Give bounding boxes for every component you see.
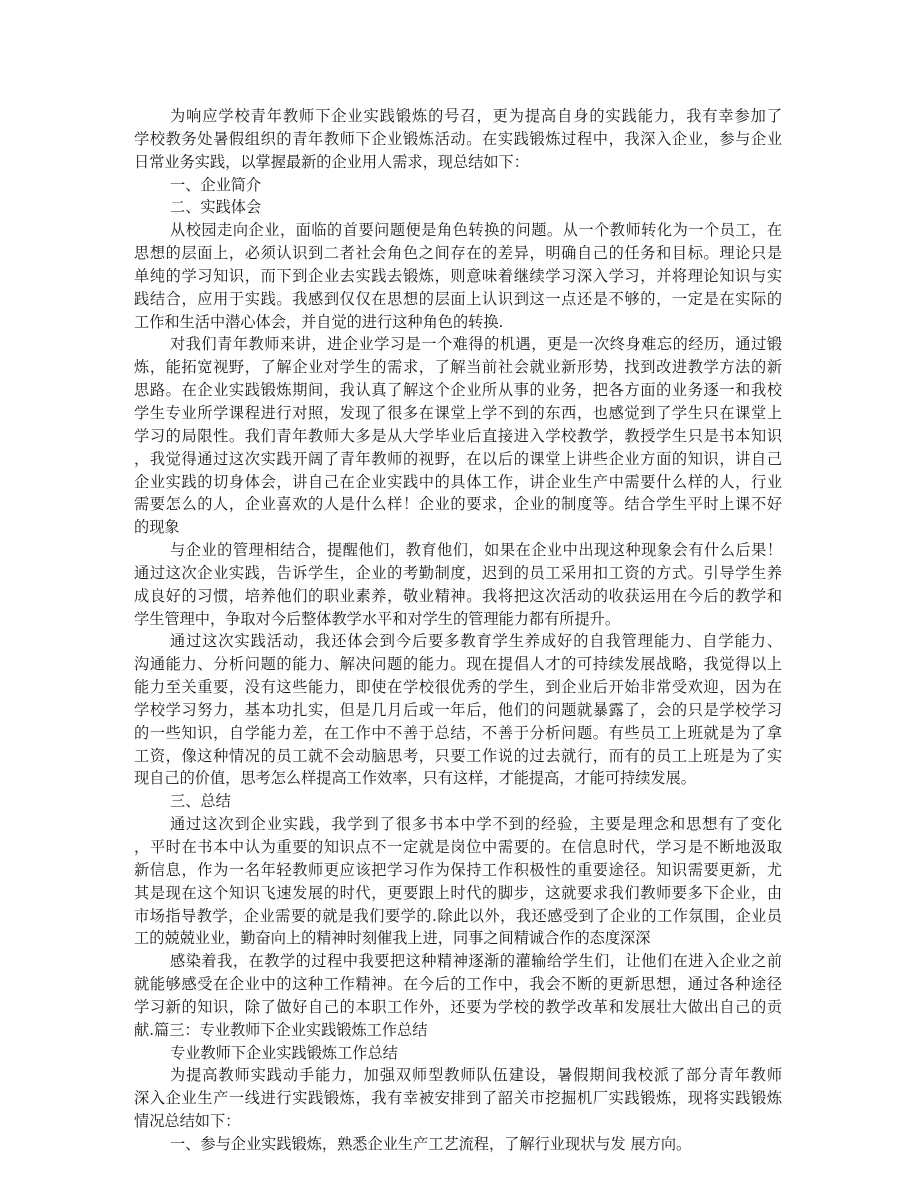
text-line: 从校园走向企业，面临的首要问题便是角色转换的问题。从一个教师转化为一个员工，在 — [170, 221, 782, 240]
text-line: 工的兢兢业业，勤奋向上的精神时刻催我上进，同事之间精诚合作的态度深深 — [134, 929, 651, 948]
text-line: 学校教务处暑假组织的青年教师下企业锻炼活动。在实践锻炼过程中，我深入企业，参与企业 — [134, 129, 782, 148]
text-line: 一、企业简介 — [170, 175, 262, 194]
text-line: 通过这次企业实践，告诉学生，企业的考勤制度，迟到的员工采用扣工资的方式。引导学生养 — [134, 563, 782, 582]
text-line: 沟通能力、分析问题的能力、解决问题的能力。现在提倡人才的可持续发展战略，我觉得以上 — [134, 655, 782, 674]
text-line: 对我们青年教师来讲，进企业学习是一个难得的机遇，更是一次终身难忘的经历，通过锻 — [170, 335, 782, 354]
text-line: 思想的层面上，必须认识到二者社会角色之间存在的差异，明确自己的任务和目标。理论只是 — [134, 244, 782, 263]
text-line: 三、总结 — [170, 792, 231, 811]
text-line: 其是现在这个知识飞速发展的时代，更要跟上时代的脚步，这就要求我们教师要多下企业，由 — [134, 883, 782, 902]
text-line: 新信息，作为一名年轻教师更应该把学习作为保持工作积极性的重要途径。知识需要更新，尤 — [134, 860, 782, 879]
text-line: 为提高教师实践动手能力，加强双师型教师队伍建设，暑假期间我校派了部分青年教师 — [170, 1066, 782, 1085]
text-line: 思路。在企业实践锻炼期间，我认真了解这个企业所从事的业务，把各方面的业务逐一和我校 — [134, 381, 782, 400]
text-line: 与企业的管理相结合，提醒他们，教育他们，如果在企业中出现这种现象会有什么后果！ — [170, 541, 782, 560]
text-line: 二、实践体会 — [170, 198, 262, 217]
text-line: 情况总结如下： — [134, 1112, 241, 1131]
text-line: 专业教师下企业实践锻炼工作总结 — [170, 1043, 398, 1062]
text-line: 现自己的价值，思考怎么样提高工作效率，只有这样，才能提高，才能可持续发展。 — [134, 769, 696, 788]
text-line: 单纯的学习知识，而下到企业去实践去锻炼，则意味着继续学习深入学习，并将理论知识与实 — [134, 266, 782, 285]
text-line: 企业实践的切身体会，讲自己在企业实践中的具体工作，讲企业生产中需要什么样的人，行业 — [134, 472, 782, 491]
text-line: 通过这次到企业实践，我学到了很多书本中学不到的经验，主要是理念和思想有了变化 — [170, 815, 782, 834]
text-line: 就能够感受在企业中的这种工作精神。在今后的工作中，我会不断的更新思想，通过各种途径 — [134, 975, 782, 994]
text-line: 学生专业所学课程进行对照，发现了很多在课堂上学不到的东西，也感觉到了学生只在课堂上 — [134, 403, 782, 422]
text-line: 学生管理中，争取对今后整体教学水平和对学生的管理能力都有所提升。 — [134, 609, 620, 628]
text-line: 工作和生活中潜心体会，并自觉的进行这种角色的转换. — [134, 312, 504, 331]
text-line: 市场指导教学，企业需要的就是我们要学的.除此以外，我还感受到了企业的工作氛围，企业员 — [134, 906, 782, 925]
text-line: 践结合，应用于实践。我感到仅仅在思想的层面上认识到这一点还是不够的，一定是在实际的 — [134, 289, 782, 308]
text-line: 炼，能拓宽视野，了解企业对学生的需求，了解当前社会就业新形势，找到改进教学方法的新 — [134, 358, 782, 377]
text-line: 工资，像这种情况的员工就不会动脑思考，只要工作说的过去就行，而有的员工上班是为了实 — [134, 746, 782, 765]
text-line: 的一些知识，自学能力差，在工作中不善于总结，不善于分析问题。有些员工上班就是为了拿 — [134, 723, 782, 742]
text-line: 献.篇三：专业教师下企业实践锻炼工作总结 — [134, 1020, 428, 1039]
document-body — [134, 105, 782, 1156]
text-line: 感染着我，在教学的过程中我要把这种精神逐渐的灌输给学生们，让他们在进入企业之前 — [170, 952, 782, 971]
text-line: 的现象 — [134, 518, 180, 537]
text-line: 学习新的知识，除了做好自己的本职工作外，还要为学校的教学改革和发展壮大做出自己的贡 — [134, 997, 782, 1016]
text-line: 学习的局限性。我们青年教师大多是从大学毕业后直接进入学校教学，教授学生只是书本知识 — [134, 426, 782, 445]
text-line: 学校学习努力，基本功扎实，但是几月后或一年后，他们的问题就暴露了，会的只是学校学习 — [134, 700, 782, 719]
text-line: 通过这次实践活动，我还体会到今后要多教育学生养成好的自我管理能力、自学能力、 — [170, 632, 782, 651]
text-line: 深入企业生产一线进行实践锻炼，我有幸被安排到了韶关市挖掘机厂实践锻炼，现将实践锻炼 — [134, 1089, 782, 1108]
text-line: ，我觉得通过这次实践开阔了青年教师的视野，在以后的课堂上讲些企业方面的知识，讲自己 — [134, 449, 782, 468]
text-line: 一、参与企业实践锻炼，熟悉企业生产工艺流程，了解行业现状与发 展方向。 — [170, 1134, 692, 1153]
text-line: 能力至关重要，没有这些能力，即使在学校很优秀的学生，到企业后开始非常受欢迎，因为在 — [134, 678, 782, 697]
text-line: ，平时在书本中认为重要的知识点不一定就是岗位中需要的。在信息时代，学习是不断地汲取 — [134, 838, 782, 856]
text-line: 日常业务实践，以掌握最新的企业用人需求，现总结如下： — [134, 152, 529, 171]
text-line: 为响应学校青年教师下企业实践锻炼的号召，更为提高自身的实践能力，我有幸参加了 — [170, 107, 782, 125]
text-line: 需要怎么的人，企业喜欢的人是什么样！企业的要求，企业的制度等。结合学生平时上课不好 — [134, 495, 782, 514]
text-line: 成良好的习惯，培养他们的职业素养，敬业精神。我将把这次活动的收获运用在今后的教学和 — [134, 586, 782, 605]
